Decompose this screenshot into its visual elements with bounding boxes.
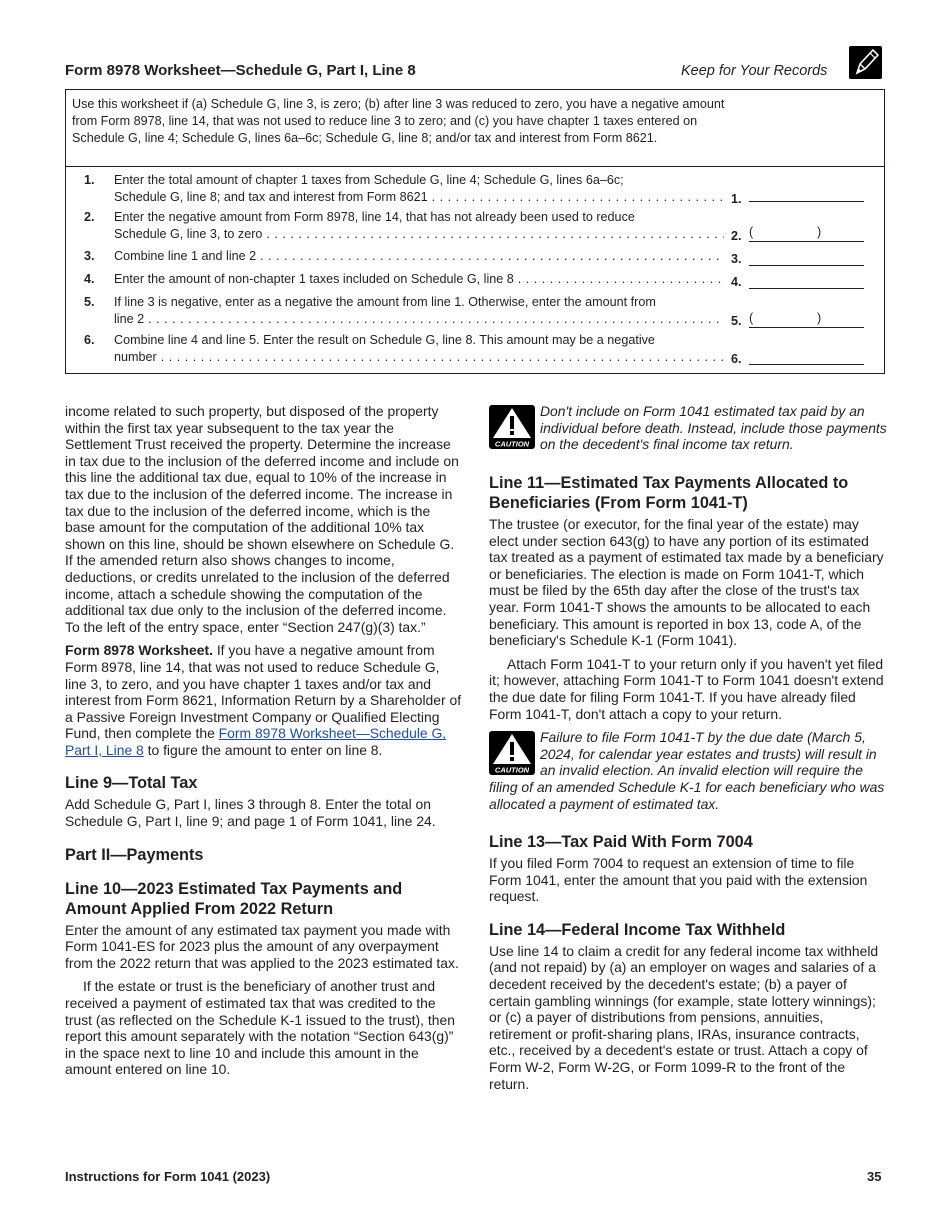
line-6-entry-field[interactable]: [749, 349, 864, 365]
section-heading-line-13: Line 13—Tax Paid With Form 7004: [489, 833, 753, 852]
line-number: 4.: [84, 272, 95, 286]
line-number: 1.: [84, 173, 95, 187]
paragraph: [65, 642, 463, 758]
section-heading-line-10: Line 10—2023 Estimated Tax Payments and Amount Applied From 2022 Return: [65, 879, 403, 918]
line-text: Enter the amount of non-chapter 1 taxes included on Schedule G, line 8 . . .: [114, 271, 724, 288]
caution-label: CAUTION: [494, 765, 530, 775]
line-text: Combine line 1 and line 2 . . .: [114, 248, 724, 265]
worksheet-link[interactable]: Form 8978 Worksheet—Schedule G, Part I, Line 8: [65, 725, 447, 758]
paragraph: Use line 14 to claim a credit for any federal income tax withheld (and not repaid) by (a) an employer on wages and salaries of a decedent received by the decedent's estate; (b) a payer of certain gambling winnings (for example, state lottery winnings); or (c) a payer of distributions from pensions, annuities, retirement or profit-sharing plans, IRAs, insurance contracts, etc., received by a decedent's estate or trust. Attach a copy of Form W-2, Form W-2G, or Form 1099-R to the front of the return.: [489, 942, 879, 1092]
worksheet-intro: Use this worksheet if (a) Schedule G, line 3, is zero; (b) after line 3 was reduced to zero, you have a negative amount from Form 8978, line 14, that was not used to reduce line 3 to zero; and (c) you have chapter 1 taxes entered on Schedule G, line 4; Schedule G, lines 6a–6c; Schedule G, line 8; and/or tax and interest from Form 8621.: [72, 97, 725, 145]
worksheet-title: Form 8978 Worksheet—Schedule G, Part I, Line 8: [65, 62, 416, 79]
page-number: 35: [867, 1169, 882, 1184]
paragraph: The trustee (or executor, for the final year of the estate) may elect under section 643(g) to have any portion of its estimated tax treated as a payment of estimated tax made by a beneficiary or beneficiaries. The election is made on Form 1041-T, which must be filed by the 65th day after the close of the trust's tax year. Form 1041-T shows the amounts to be allocated to each beneficiary. This amount is reported in box 13, code A, of the beneficiary's Schedule K-1 (Form 1041).: [489, 516, 884, 649]
worksheet-box: [65, 89, 885, 374]
line-3-entry-field[interactable]: [749, 250, 864, 266]
paren-open: (: [749, 225, 754, 239]
caution-text: Don't include on Form 1041 estimated tax paid by an individual before death. Instead, include those payments on the decedent's final income tax return.: [540, 403, 887, 453]
keep-for-records-label: Keep for Your Records: [681, 63, 828, 79]
line-text: If line 3 is negative, enter as a negative the amount from line 1. Otherwise, enter the amount from: [114, 295, 656, 309]
line-number: 2.: [84, 210, 95, 224]
line-number: 5.: [84, 295, 95, 309]
caution-text: Failure to file Form 1041-T by the due date (March 5, 2024, for calendar year estates and trusts) will result in an invalid election. An invalid election will require the filing of an amended Schedule K-1 for each beneficiary who was allocated a payment of estimated tax.: [489, 729, 885, 812]
paragraph: income related to such property, but disposed of the property within the first tax year subsequent to the tax year the Settlement Trust received the property. Determine the increase in tax due to the inclusion of the deferred income and include on this line the additional tax due, equal to 10% of the increase in tax due to the inclusion of the deferred income. The increase in tax due to the inclusion of the deferred income, which is the base amount for the computation of the additional 10% tax shown on this line, should be shown elsewhere on Schedule G. If the amended return also shows changes to income, deductions, or credits unrelated to the inclusion of the deferred income, attach a schedule showing the computation of the additional tax due only to the inclusion of the deferred income. To the left of the entry space, enter “Section 247(g)(3) tax.”: [65, 403, 459, 635]
line-number: 3.: [84, 249, 95, 263]
line-ref: 6.: [731, 352, 742, 366]
caution-note: [489, 729, 887, 812]
paragraph: Attach Form 1041-T to your return only if you haven't yet filed it; however, attaching Form 1041-T to Form 1041 doesn't extend the due date for filing Form 1041-T. If you have already filed Form 1041-T, don't attach a copy to your return.: [489, 655, 884, 722]
caution-label: CAUTION: [494, 439, 530, 449]
paren-close: ): [817, 225, 822, 239]
line-text: Schedule G, line 3, to zero . . .: [114, 226, 724, 243]
section-heading-line-14: Line 14—Federal Income Tax Withheld: [489, 920, 786, 939]
caution-note: [489, 403, 887, 453]
line-text: line 2 . . .: [114, 311, 724, 328]
line-5-entry-field[interactable]: [749, 312, 864, 328]
line-ref: 3.: [731, 252, 742, 266]
caution-icon: [489, 731, 535, 775]
line-4-entry-field[interactable]: [749, 273, 864, 289]
section-heading-line-9: Line 9—Total Tax: [65, 774, 198, 793]
paragraph: If the estate or trust is the beneficiary of another trust and received a payment of estimated tax that was credited to the trust (as reflected on the Schedule K-1 issued to the trust), then report this amount separately with the notation “Section 643(g)” in the space next to line 10 and include this amount in the amount entered on line 10.: [65, 978, 455, 1078]
paren-open: (: [749, 311, 754, 325]
line-text: Enter the total amount of chapter 1 taxes from Schedule G, line 4; Schedule G, lines 6a–6c;: [114, 173, 624, 187]
line-text: Combine line 4 and line 5. Enter the result on Schedule G, line 8. This amount may be a negative: [114, 333, 655, 347]
section-heading-line-11: Line 11—Estimated Tax Payments Allocated to Beneficiaries (From Form 1041-T): [489, 474, 849, 512]
paragraph: Enter the amount of any estimated tax payment you made with Form 1041-ES for 2023 plus the amount of any overpayment from the 2022 return that was applied to the 2023 estimated tax.: [65, 921, 459, 971]
text: If you have a negative amount from Form 8978, line 14, that was not used to reduce Schedule G, line 3, to zero, and you have chapter 1 taxes and/or tax and interest from Form 8621, Information Return by a Shareholder of a Passive Foreign Investment Company or Qualified Electing Fund, then complete the: [65, 642, 462, 742]
line-ref: 2.: [731, 229, 742, 243]
line-number: 6.: [84, 333, 95, 347]
line-text: Schedule G, line 8; and tax and interest from Form 8621 . . .: [114, 189, 724, 206]
text: to figure the amount to enter on line 8.: [143, 741, 383, 758]
run-in-heading: Form 8978 Worksheet.: [65, 642, 213, 659]
line-ref: 5.: [731, 314, 742, 328]
line-text: number . . .: [114, 349, 724, 366]
paren-close: ): [817, 311, 822, 325]
line-2-entry-field[interactable]: [749, 226, 864, 242]
footer-title: Instructions for Form 1041 (2023): [65, 1169, 271, 1184]
left-column: [65, 403, 463, 1085]
right-column: [489, 403, 887, 1099]
pencil-icon: [849, 46, 882, 79]
line-text: Enter the negative amount from Form 8978, line 14, that has not already been used to reduce: [114, 210, 635, 224]
line-1-entry-field[interactable]: [749, 186, 864, 202]
divider: [66, 166, 884, 167]
paragraph: Add Schedule G, Part I, lines 3 through 8. Enter the total on Schedule G, Part I, line 9; and page 1 of Form 1041, line 24.: [65, 796, 436, 830]
line-ref: 4.: [731, 275, 742, 289]
section-heading-part-2: Part II—Payments: [65, 845, 204, 864]
paragraph: If you filed Form 7004 to request an extension of time to file Form 1041, enter the amount that you paid with the extension request.: [489, 855, 868, 905]
caution-icon: [489, 405, 535, 449]
line-ref: 1.: [731, 192, 742, 206]
